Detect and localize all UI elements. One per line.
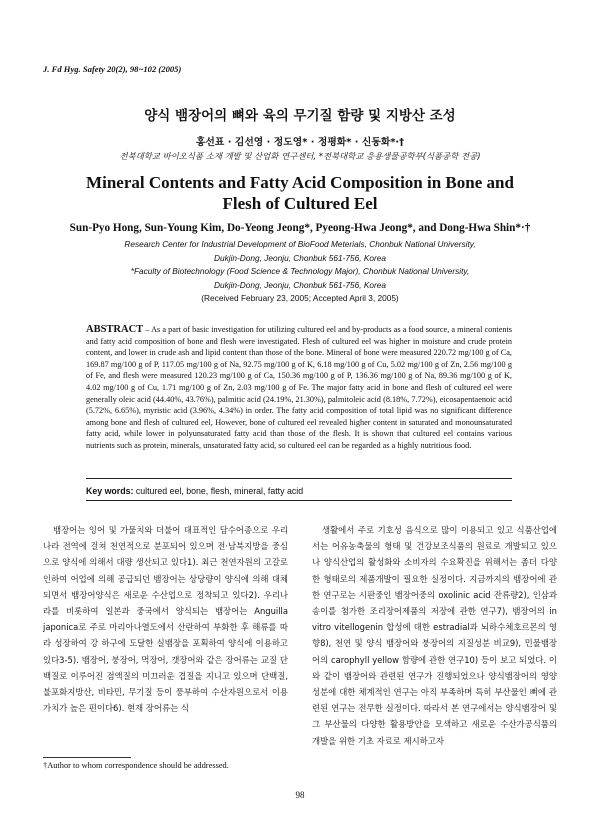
keywords-text: cultured eel, bone, flesh, mineral, fatty acid bbox=[133, 486, 304, 496]
abstract bbox=[86, 324, 512, 452]
abstract-text: – As a part of basic investigation for utilizing cultured eel and by-products as a food source, a mineral contents and fatty acid composition of bone and flesh were investigated. Flesh of cultured eel was higher in moisture and crude protein content, and lower in crude ash and lipid content than those of the bone. Mineral of bone were measured 220.72 mg/100 g of Ca, 169.87 mg/100 g of P, 117.05 mg/100 g of Na, 92.75 mg/100 g of K, 6.18 mg/100 g of Cu, 5.02 mg/100 g of Zn, 2.56 mg/100 g of Fe, and flesh were measured 120.23 mg/100 g of Ca, 150.36 mg/100 g of P, 136.36 mg/100 g of Na, 89.36 mg/100 g of K, 4.02 mg/100 g of Cu, 1.71 mg/100 g of Zn, 2.03 mg/100 g of Fe. The major fatty acid in bone and flesh of cultured eel were generally oleic acid (44.40%, 43.76%), palmitic acid (24.19%, 21.30%), palmitoleic acid (8.18%, 7.72%), eicosapentaenoic acid (5.72%, 6.65%), myristic acid (3.96%, 4.34%) in order. The fatty acid composition of total lipid was no significant difference among bone and flesh of cultured eel, However, bone of cultured eel revealed higher content in saturated and monounsaturated fatty acid, while lower in polyunsaturated fatty acid than those of the flesh. It is shown that cultured eel contains various nutrients such as protein, minerals, unsaturated fatty acid, so cultured eel can be regarded as a highly nutritious food. bbox=[86, 325, 512, 450]
affiliation-2-line2: Dukjin-Dong, Jeonju, Chonbuk 561-756, Korea bbox=[213, 279, 387, 290]
affiliation-1-line2: Dukjin-Dong, Jeonju, Chonbuk 561-756, Korea bbox=[213, 252, 387, 263]
english-affiliations bbox=[0, 238, 600, 306]
english-title bbox=[0, 172, 600, 214]
received-dates: (Received February 23, 2005; Accepted April 3, 2005) bbox=[201, 293, 399, 303]
keywords-top-rule bbox=[86, 478, 512, 479]
keywords-bottom-rule bbox=[86, 500, 512, 501]
body-column-right: 생활에서 주로 기호성 음식으로 많이 이용되고 있고 식품산업에서는 어유농축물의 형태 및 건강보조식품의 원료로 개발되고 있으나 양식산업의 활성화와 소비자의 수요확진을 위해서는 좀더 다양한 형태로의 제품개발이 필요한 실정이다. 지금까지의 뱀장어에 관한 연구로는 시판중인 뱀장어중의 oxolinic acid 잔류량2), 인삼과 송이를 첨가한 조리장어제품의 저장에 관한 연구7), 뱀장어의 in vitro vitellogenin 합성에 대한 estradial과 뇌하수체호르몬의 영향8), 천연 및 양식 뱀장어와 붕장어의 지질성분 비교9), 민물뱀장어의 carophyll yellow 함량에 관한 연구10) 등이 보고 되었다. 이와 같이 뱀장어와 관련된 연구가 진행되었으나 양식뱀장어의 영양성분에 대한 체계적인 연구는 아직 부족하며 특히 부산물인 뼈에 관련된 연구는 전무한 실정이다. 따라서 본 연구에서는 양식뱀장어 및 그 부산물의 다양한 활용방안을 모색하고 새로운 수산가공식품의 개발을 위한 기초 자료로 제시하고자 bbox=[312, 525, 557, 746]
affiliation-1-line1: Research Center for Industrial Development of BioFood Meterials, Chonbuk National University, bbox=[124, 239, 476, 249]
keywords bbox=[86, 486, 303, 496]
footnote: †Author to whom correspondence should be addressed. bbox=[43, 761, 229, 770]
korean-affiliation: 전북대학교 바이오식품 소재 개발 및 산업화 연구센터, *전북대학교 응용생물공학부(식품공학 전공) bbox=[119, 151, 481, 161]
english-title-line1: Mineral Contents and Fatty Acid Composition in Bone and bbox=[86, 173, 514, 192]
body-column-left: 뱀장어는 잉어 및 가물치와 더불어 대표적인 담수어종으로 우리나라 전역에 걸쳐 천연적으로 분포되어 있으며 전·남북지방을 중심으로 양식에 의해서 대량 생산되고 있다1). 최근 천연자원의 고갈로 인하여 어업에 의해 공급되던 뱀장어는 상당량이 양식에 의해 대체되면서 뱀장어양식은 새로운 수산업으로 정착되고 있다2). 우리나라를 비롯하여 일본과 중국에서 양식되는 뱀장어는 Anguilla japonica로 주로 마리아나열도에서 산란하여 부화한 후 해류를 따라 성장하여 강 하구에 도달한 실뱀장을 포획하여 양식에 이용하고 있다3-5). 뱀장어, 붕장어, 먹장어, 갯장어와 같은 장어류는 교질 단백질로 이루어진 점액질의 미끄러운 겹질을 지니고 있으며 단백질, 불포화지방산, 비타민, 무기질 등이 풍부하여 수산자원으로서 이용가치가 높은 편이다6). 현재 장어류는 식 bbox=[43, 525, 288, 714]
keywords-label: Key words: bbox=[86, 486, 134, 496]
abstract-label: ABSTRACT bbox=[86, 324, 144, 335]
korean-title: 양식 뱀장어의 뼈와 육의 무기질 함량 및 지방산 조성 bbox=[144, 108, 456, 124]
english-title-line2: Flesh of Cultured Eel bbox=[222, 194, 378, 213]
journal-citation: J. Fd Hyg. Safety 20(2), 98~102 (2005) bbox=[43, 64, 182, 74]
english-authors: Sun-Pyo Hong, Sun-Young Kim, Do-Yeong Jeong*, Pyeong-Hwa Jeong*, and Dong-Hwa Shin*·† bbox=[69, 222, 531, 234]
page-number: 98 bbox=[295, 790, 305, 800]
footnote-rule bbox=[43, 757, 131, 758]
korean-authors: 홍선표 · 김선영 · 정도영* · 정평화* · 신동화*·† bbox=[195, 137, 405, 148]
affiliation-2-line1: *Faculty of Biotechnology (Food Science & Technology Major), Chonbuk National University, bbox=[130, 266, 470, 276]
